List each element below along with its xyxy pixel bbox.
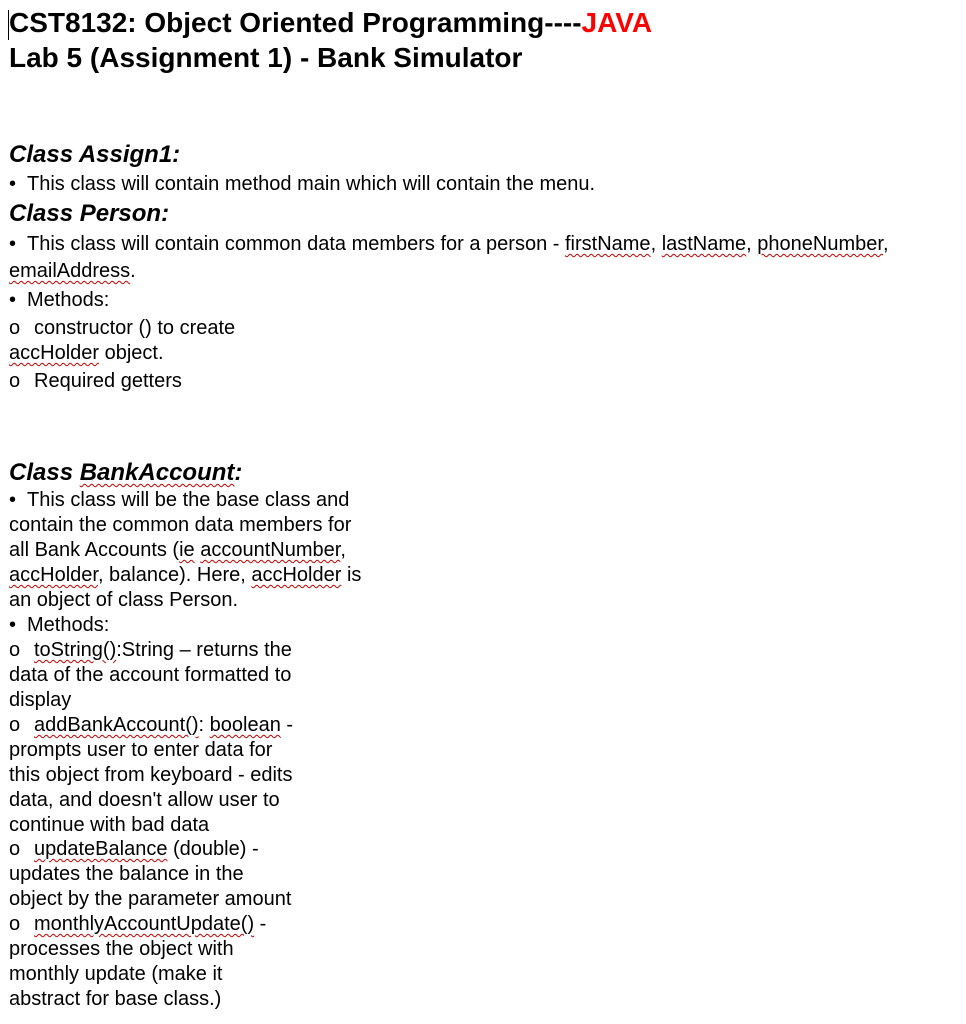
title-accent: JAVA	[581, 7, 653, 38]
bank-method-addbankaccount-l5: continue with bad data	[9, 814, 210, 836]
heading-class-person: Class Person:	[9, 200, 170, 227]
bank-method-monthlyupdate-l3: monthly update (make it	[9, 963, 223, 985]
person-method-getters: o Required getters	[9, 370, 182, 392]
bank-method-updatebalance: o updateBalance (double) -	[9, 838, 259, 860]
bank-method-monthlyupdate-l2: processes the object with	[9, 938, 234, 960]
bank-desc-line3: all Bank Accounts (ie accountNumber,	[9, 539, 346, 561]
circle-bullet-icon: o	[9, 714, 21, 736]
bank-method-addbankaccount-l3: this object from keyboard - edits	[9, 764, 293, 786]
circle-bullet-icon: o	[9, 639, 21, 661]
bank-method-monthlyupdate: o monthlyAccountUpdate() -	[9, 913, 267, 935]
heading-class-bankaccount: Class BankAccount:	[9, 459, 243, 486]
person-method-constructor-cont: accHolder object.	[9, 342, 164, 364]
document-subtitle: Lab 5 (Assignment 1) - Bank Simulator	[9, 42, 523, 73]
bullet-icon: •	[9, 489, 17, 511]
person-description: • This class will contain common data members for a person - firstName, lastName, phoneNumber,	[9, 233, 889, 255]
bank-desc-line2: contain the common data members for	[9, 514, 352, 536]
circle-bullet-icon: o	[9, 317, 21, 339]
assign1-description: • This class will contain method main which will contain the menu.	[9, 173, 596, 195]
circle-bullet-icon: o	[9, 838, 21, 860]
bank-method-addbankaccount: o addBankAccount(): boolean -	[9, 714, 294, 736]
bank-desc-line5: an object of class Person.	[9, 589, 239, 611]
bullet-icon: •	[9, 173, 17, 195]
bank-method-updatebalance-l2: updates the balance in the	[9, 863, 244, 885]
bank-desc-line4: accHolder, balance). Here, accHolder is	[9, 564, 362, 586]
bank-methods-label: • Methods:	[9, 614, 110, 636]
bank-method-updatebalance-l3: object by the parameter amount	[9, 888, 292, 910]
bullet-icon: •	[9, 614, 17, 636]
person-description-cont: emailAddress.	[9, 260, 136, 282]
heading-class-assign1: Class Assign1:	[9, 141, 181, 168]
document-title: CST8132: Object Oriented Programming----JAVA	[9, 7, 653, 38]
circle-bullet-icon: o	[9, 913, 21, 935]
bank-method-tostring-l3: display	[9, 689, 72, 711]
bank-method-monthlyupdate-l4: abstract for base class.)	[9, 988, 222, 1010]
person-method-constructor: o constructor () to create	[9, 317, 236, 339]
bank-method-tostring-l2: data of the account formatted to	[9, 664, 292, 686]
bullet-icon: •	[9, 289, 17, 311]
bullet-icon: •	[9, 233, 17, 255]
person-methods-label: • Methods:	[9, 289, 110, 311]
bank-method-addbankaccount-l2: prompts user to enter data for	[9, 739, 273, 761]
bank-method-tostring: o toString():String – returns the	[9, 639, 292, 661]
bank-desc-line1: • This class will be the base class and	[9, 489, 350, 511]
circle-bullet-icon: o	[9, 370, 21, 392]
bank-method-addbankaccount-l4: data, and doesn't allow user to	[9, 789, 280, 811]
